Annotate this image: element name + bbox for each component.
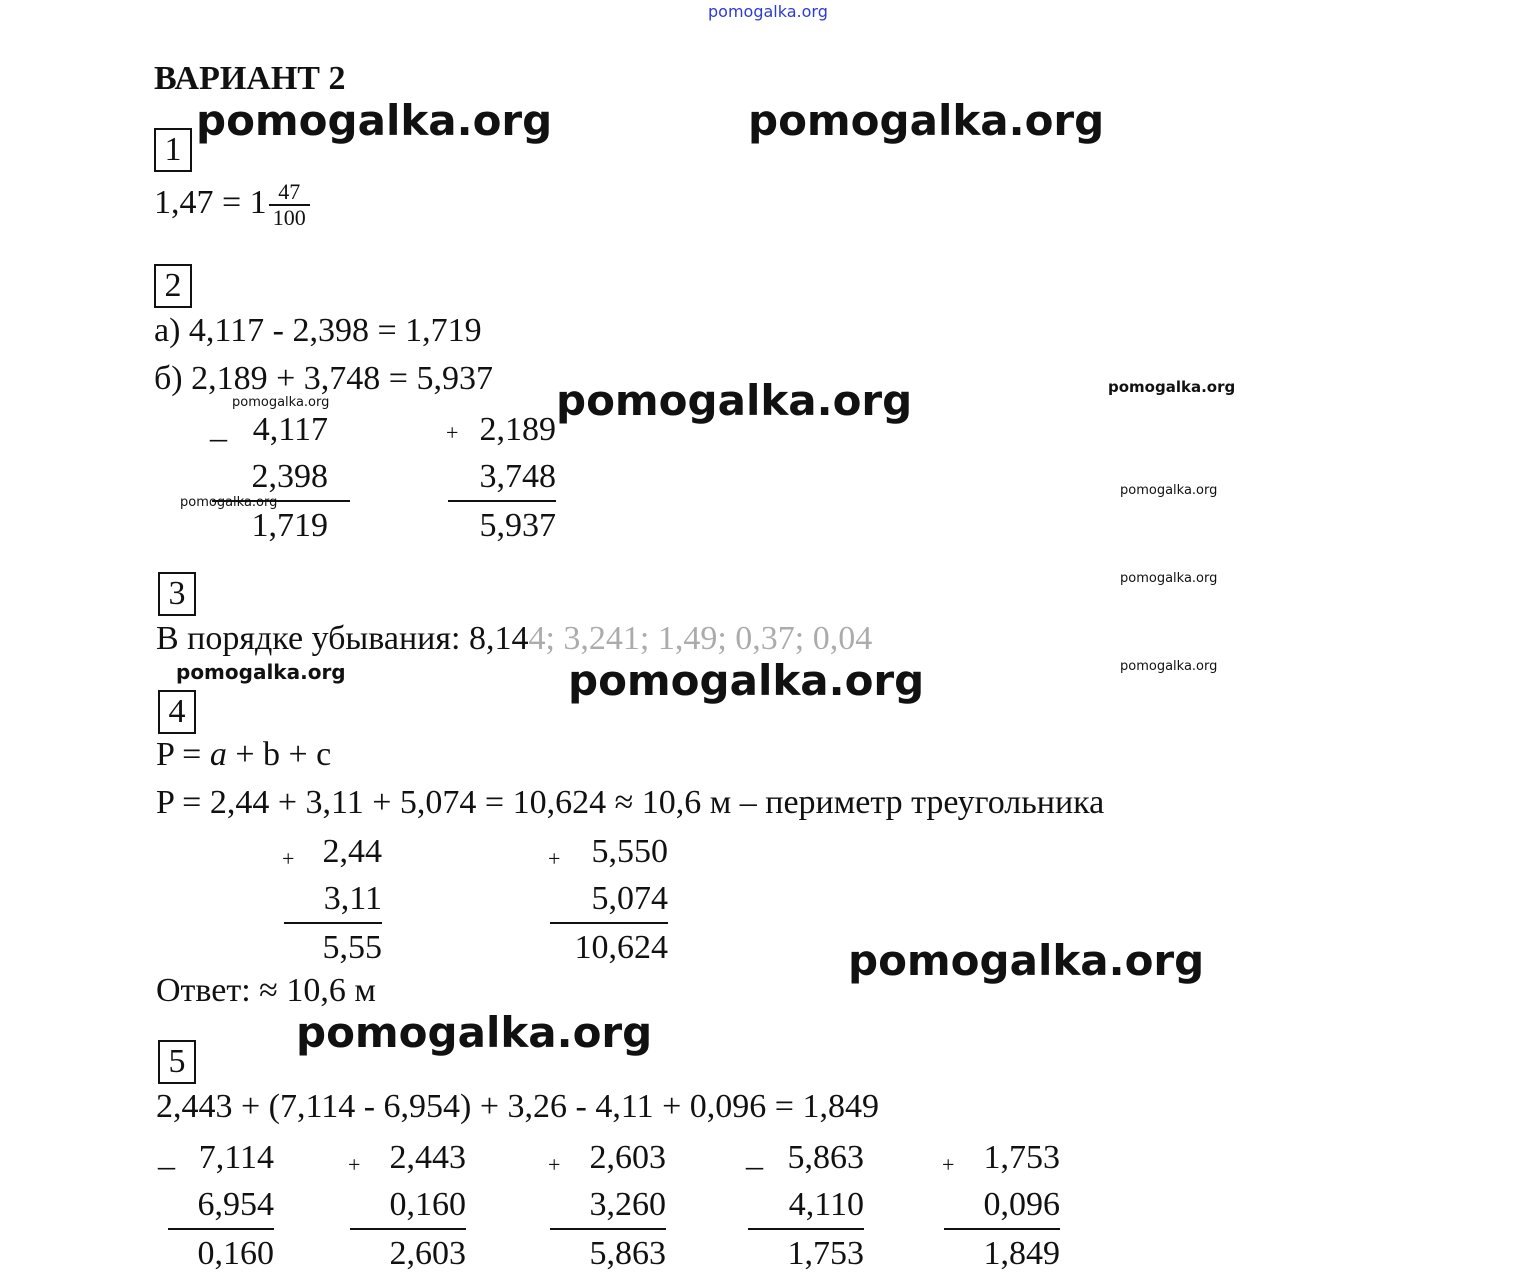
- watermark-tiny: pomogalka.org: [1120, 659, 1218, 674]
- operand-top: 5,550: [591, 833, 668, 870]
- task2-line-a: а) 4,117 - 2,398 = 1,719: [154, 312, 482, 349]
- task3-text-visible: В порядке убывания: 8,14: [156, 620, 529, 657]
- operand-bottom: 3,748: [448, 453, 556, 502]
- plus-sign: +: [446, 420, 459, 445]
- page-title: ВАРИАНТ 2: [154, 60, 346, 97]
- operand-bottom: 0,160: [350, 1181, 466, 1230]
- watermark-tiny: pomogalka.org: [180, 495, 278, 510]
- formula-rest: + b + c: [226, 736, 332, 773]
- task-number-box: 3: [158, 572, 196, 616]
- minus-sign: _: [746, 1136, 763, 1173]
- result: 1,753: [787, 1235, 864, 1272]
- column-addition: [550, 1134, 666, 1277]
- operand-bottom: 3,11: [284, 875, 382, 924]
- column-addition: [944, 1134, 1060, 1277]
- task1-equation: [154, 180, 310, 230]
- minus-sign: _: [210, 408, 227, 445]
- plus-sign: +: [548, 846, 561, 871]
- result: 10,624: [574, 929, 668, 966]
- column-addition: [284, 828, 382, 971]
- watermark: pomogalka.org: [848, 936, 1205, 985]
- task4-answer: Ответ: ≈ 10,6 м: [156, 972, 376, 1009]
- minus-sign: _: [158, 1136, 175, 1173]
- formula-p: P =: [156, 736, 210, 773]
- result: 1,719: [251, 507, 328, 544]
- operand-top: 2,443: [389, 1139, 466, 1176]
- task-number-box: 5: [158, 1040, 196, 1084]
- operand-top: 7,114: [198, 1139, 274, 1176]
- watermark-tiny: pomogalka.org: [232, 395, 330, 410]
- fraction: [269, 180, 310, 230]
- operand-top: 2,603: [589, 1139, 666, 1176]
- plus-sign: +: [282, 846, 295, 871]
- watermark: pomogalka.org: [296, 1008, 653, 1057]
- watermark: pomogalka.org: [196, 96, 553, 145]
- operand-top: 2,44: [322, 833, 382, 870]
- operand-top: 1,753: [983, 1139, 1060, 1176]
- column-addition: [448, 406, 556, 549]
- fraction-numerator: 47: [269, 180, 310, 206]
- column-addition: [350, 1134, 466, 1277]
- operand-bottom: 3,260: [550, 1181, 666, 1230]
- task3-text-faded: 4; 3,241; 1,49; 0,37; 0,04: [528, 620, 873, 657]
- operand-bottom: 4,110: [748, 1181, 864, 1230]
- watermark: pomogalka.org: [556, 376, 913, 425]
- operand-bottom: 6,954: [168, 1181, 274, 1230]
- task-number-box: 4: [158, 690, 196, 734]
- plus-sign: +: [348, 1152, 361, 1177]
- result: 2,603: [389, 1235, 466, 1272]
- watermark: pomogalka.org: [568, 656, 925, 705]
- operand-top: 4,117: [252, 411, 328, 448]
- top-watermark: pomogalka.org: [708, 2, 828, 21]
- result: 1,849: [983, 1235, 1060, 1272]
- column-subtraction: [168, 1134, 274, 1277]
- watermark-small: pomogalka.org: [176, 660, 346, 684]
- task4-formula: [156, 736, 331, 774]
- plus-sign: +: [548, 1152, 561, 1177]
- task1-lhs: 1,47 = 1: [154, 183, 267, 221]
- result: 0,160: [197, 1235, 274, 1272]
- operand-bottom: 5,074: [550, 875, 668, 924]
- watermark: pomogalka.org: [748, 96, 1105, 145]
- result: 5,937: [479, 507, 556, 544]
- task5-line: 2,443 + (7,114 - 6,954) + 3,26 - 4,11 + 0,096 = 1,849: [156, 1088, 879, 1125]
- column-subtraction: [212, 406, 350, 549]
- operand-bottom: 2,398: [212, 453, 350, 502]
- task4-line2: P = 2,44 + 3,11 + 5,074 = 10,624 ≈ 10,6 м – периметр треугольника: [156, 784, 1105, 821]
- formula-a: a: [209, 736, 227, 773]
- plus-sign: +: [942, 1152, 955, 1177]
- operand-top: 5,863: [787, 1139, 864, 1176]
- task-number-box: 1: [154, 128, 192, 172]
- column-addition: [550, 828, 668, 971]
- watermark-small: pomogalka.org: [1108, 378, 1236, 396]
- column-subtraction: [748, 1134, 864, 1277]
- operand-top: 2,189: [479, 411, 556, 448]
- watermark-tiny: pomogalka.org: [1120, 483, 1218, 498]
- watermark-tiny: pomogalka.org: [1120, 571, 1218, 586]
- result: 5,55: [322, 929, 382, 966]
- result: 5,863: [589, 1235, 666, 1272]
- operand-bottom: 0,096: [944, 1181, 1060, 1230]
- task3-text: [156, 620, 872, 658]
- fraction-denominator: 100: [272, 205, 306, 230]
- task2-line-b: б) 2,189 + 3,748 = 5,937: [154, 360, 493, 397]
- task-number-box: 2: [154, 264, 192, 308]
